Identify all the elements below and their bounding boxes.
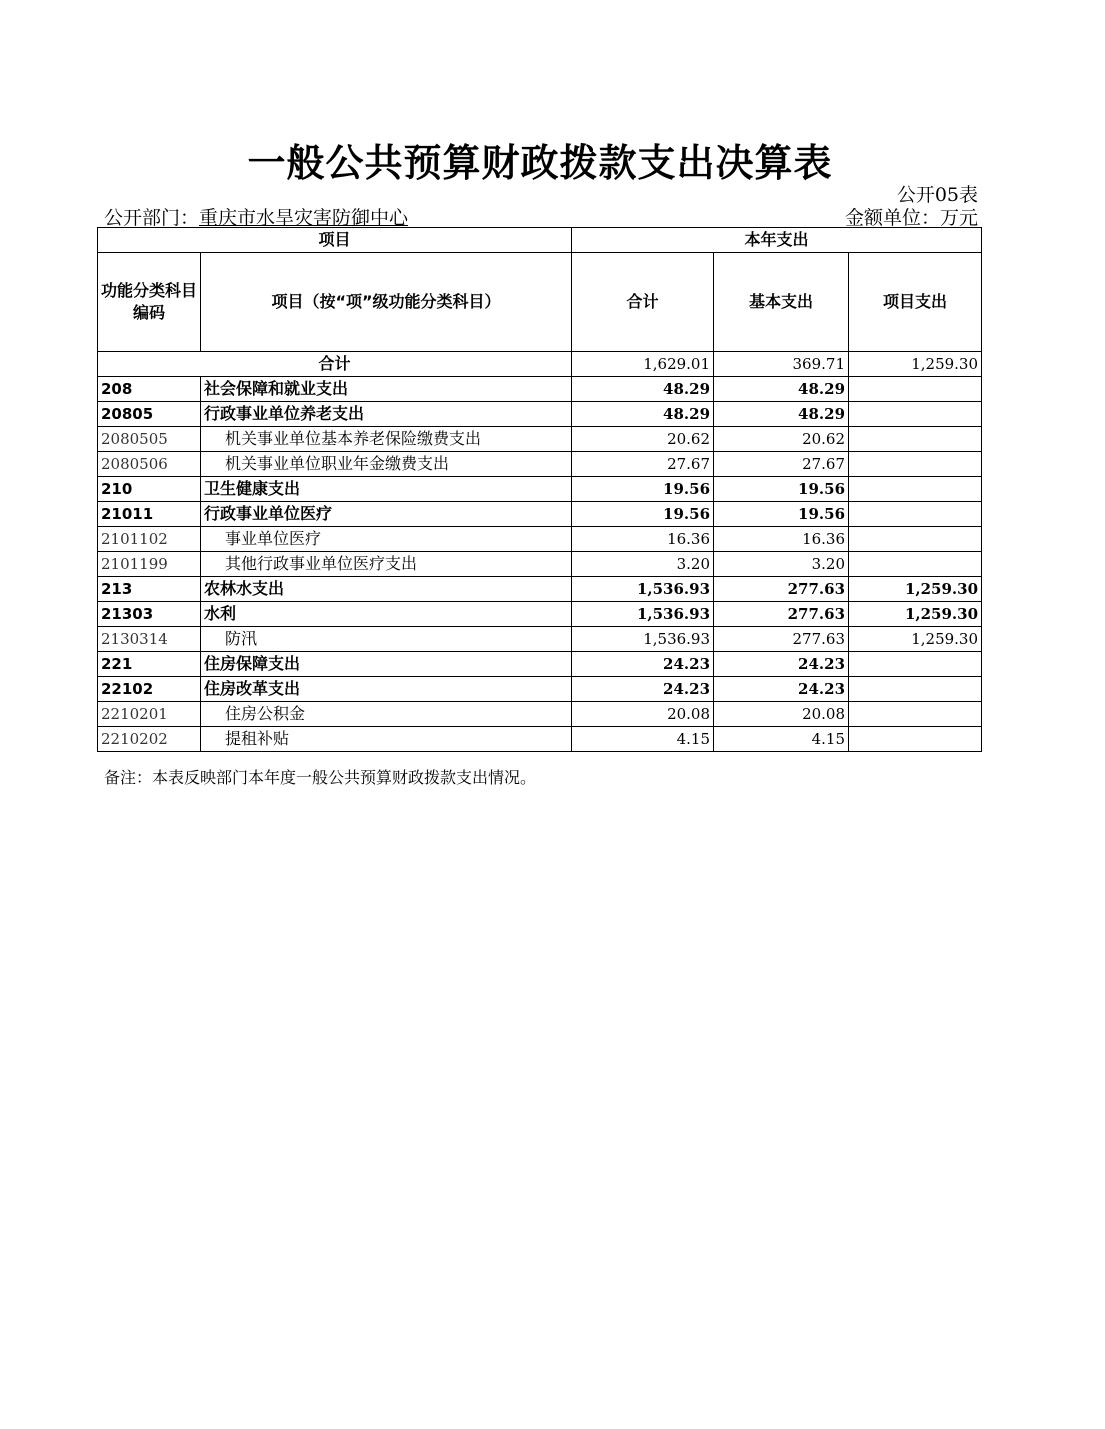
name-cell: 卫生健康支出 [201, 477, 572, 502]
total-cell: 20.62 [572, 427, 714, 452]
project-cell: 1,259.30 [849, 577, 982, 602]
total-cell: 48.29 [572, 402, 714, 427]
group-header-year: 本年支出 [572, 228, 982, 253]
total-cell: 48.29 [572, 377, 714, 402]
table-row [98, 602, 982, 627]
total-cell: 24.23 [572, 677, 714, 702]
table-row [98, 477, 982, 502]
table-row [98, 677, 982, 702]
total-row [98, 352, 982, 377]
basic-cell: 3.20 [714, 552, 849, 577]
budget-table [97, 227, 982, 752]
name-cell: 农林水支出 [201, 577, 572, 602]
table-row [98, 377, 982, 402]
page-title: 一般公共预算财政拨款支出决算表 [247, 141, 833, 185]
code-cell: 21303 [98, 602, 201, 627]
project-cell [849, 652, 982, 677]
code-cell: 221 [98, 652, 201, 677]
total-cell: 1,536.93 [572, 602, 714, 627]
name-cell: 水利 [201, 602, 572, 627]
total-cell: 1,536.93 [572, 577, 714, 602]
name-cell: 机关事业单位职业年金缴费支出 [201, 452, 572, 477]
table-row [98, 427, 982, 452]
project-cell [849, 677, 982, 702]
code-cell: 2080505 [98, 427, 201, 452]
name-cell: 行政事业单位医疗 [201, 502, 572, 527]
basic-cell: 16.36 [714, 527, 849, 552]
code-cell: 2080506 [98, 452, 201, 477]
basic-cell: 48.29 [714, 402, 849, 427]
table-row [98, 402, 982, 427]
table-row [98, 527, 982, 552]
project-cell [849, 727, 982, 752]
table-number: 公开05表 [896, 184, 978, 206]
name-cell: 事业单位医疗 [201, 527, 572, 552]
code-cell: 213 [98, 577, 201, 602]
total-cell: 1,629.01 [572, 352, 714, 377]
table-row [98, 627, 982, 652]
table-row [98, 577, 982, 602]
project-cell [849, 427, 982, 452]
amount-unit: 金额单位：万元 [844, 207, 978, 229]
group-header-item: 项目 [98, 228, 572, 253]
basic-cell: 277.63 [714, 627, 849, 652]
project-cell [849, 502, 982, 527]
project-cell: 1,259.30 [849, 352, 982, 377]
project-cell [849, 702, 982, 727]
total-label: 合计 [98, 352, 572, 377]
code-cell: 2101199 [98, 552, 201, 577]
basic-cell: 48.29 [714, 377, 849, 402]
basic-cell: 277.63 [714, 602, 849, 627]
project-cell: 1,259.30 [849, 602, 982, 627]
code-cell: 22102 [98, 677, 201, 702]
code-cell: 2210202 [98, 727, 201, 752]
basic-cell: 24.23 [714, 652, 849, 677]
total-cell: 19.56 [572, 477, 714, 502]
table-row [98, 652, 982, 677]
column-header-name: 项目（按“项”级功能分类科目） [201, 253, 572, 352]
name-cell: 提租补贴 [201, 727, 572, 752]
code-cell: 208 [98, 377, 201, 402]
basic-cell: 19.56 [714, 502, 849, 527]
department-name: 重庆市水旱灾害防御中心 [199, 207, 409, 229]
table-row [98, 727, 982, 752]
column-header-basic: 基本支出 [714, 253, 849, 352]
basic-cell: 20.62 [714, 427, 849, 452]
basic-cell: 277.63 [714, 577, 849, 602]
total-cell: 24.23 [572, 652, 714, 677]
basic-cell: 4.15 [714, 727, 849, 752]
code-cell: 210 [98, 477, 201, 502]
total-cell: 16.36 [572, 527, 714, 552]
name-cell: 社会保障和就业支出 [201, 377, 572, 402]
project-cell [849, 402, 982, 427]
total-cell: 20.08 [572, 702, 714, 727]
project-cell [849, 452, 982, 477]
total-cell: 3.20 [572, 552, 714, 577]
column-header-code: 功能分类科目编码 [98, 253, 201, 352]
column-header-project: 项目支出 [849, 253, 982, 352]
name-cell: 住房改革支出 [201, 677, 572, 702]
table-row [98, 552, 982, 577]
code-cell: 2101102 [98, 527, 201, 552]
code-cell: 2130314 [98, 627, 201, 652]
project-cell: 1,259.30 [849, 627, 982, 652]
table-row [98, 452, 982, 477]
table-row [98, 502, 982, 527]
basic-cell: 24.23 [714, 677, 849, 702]
project-cell [849, 552, 982, 577]
basic-cell: 369.71 [714, 352, 849, 377]
name-cell: 其他行政事业单位医疗支出 [201, 552, 572, 577]
footnote: 备注：本表反映部门本年度一般公共预算财政拨款支出情况。 [104, 768, 537, 787]
project-cell [849, 377, 982, 402]
basic-cell: 27.67 [714, 452, 849, 477]
total-cell: 4.15 [572, 727, 714, 752]
project-cell [849, 477, 982, 502]
department-line [104, 203, 408, 230]
project-cell [849, 527, 982, 552]
code-cell: 21011 [98, 502, 201, 527]
column-header-total: 合计 [572, 253, 714, 352]
total-cell: 27.67 [572, 452, 714, 477]
department-label: 公开部门： [104, 207, 200, 229]
code-cell: 20805 [98, 402, 201, 427]
table-row [98, 702, 982, 727]
basic-cell: 20.08 [714, 702, 849, 727]
code-cell: 2210201 [98, 702, 201, 727]
name-cell: 机关事业单位基本养老保险缴费支出 [201, 427, 572, 452]
name-cell: 防汛 [201, 627, 572, 652]
name-cell: 行政事业单位养老支出 [201, 402, 572, 427]
basic-cell: 19.56 [714, 477, 849, 502]
total-cell: 1,536.93 [572, 627, 714, 652]
name-cell: 住房公积金 [201, 702, 572, 727]
total-cell: 19.56 [572, 502, 714, 527]
name-cell: 住房保障支出 [201, 652, 572, 677]
